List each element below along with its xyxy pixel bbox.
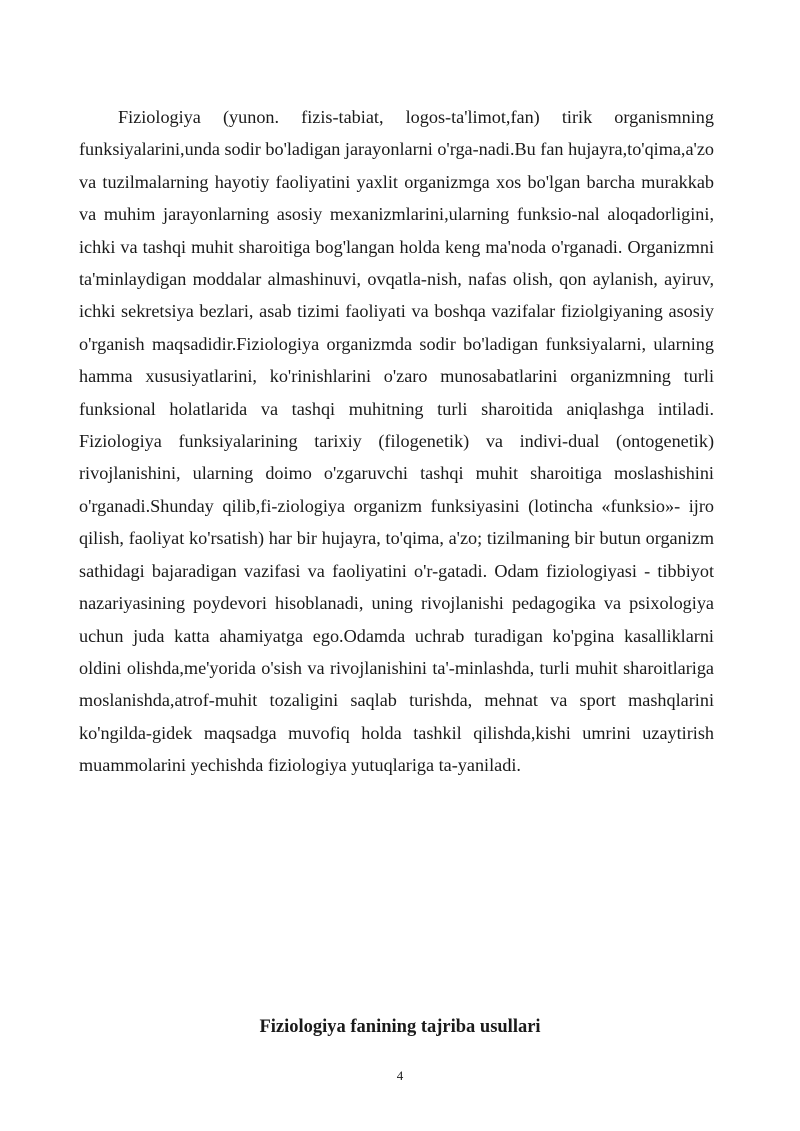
- page-number: 4: [396, 1068, 404, 1083]
- body-paragraph: Fiziologiya (yunon. fizis-tabiat, logos-ta'limot,fan) tirik organismning funksiyalarini,unda sodir bo'ladigan jarayonlarni o'rga-nadi.Bu fan hujayra,to'qima,a'zo va tuzilmalarning hayotiy faoliyatini yaxlit organizmga xos bo'lgan barcha murakkab va muhim jarayonlarning asosiy mexanizmlarini,ularning funksio-nal aloqadorligini, ichki va tashqi muhit sharoitiga bog'langan holda keng ma'noda o'rganadi. Organizmni ta'minlaydigan moddalar almashinuvi, ovqatla-nish, nafas olish, qon aylanish, ayiruv, ichki sekretsiya bezlari, asab tizimi faoliyati va boshqa vazifalar fiziolgiyaning asosiy o'rganish maqsadidir.Fiziologiya organizmda sodir bo'ladigan funksiyalarni, ularning hamma xususiyatlarini, ko'rinishlarini o'zaro munosabatlarini organizmning turli funksional holatlarida va tashqi muhitning turli sharoitida aniqlashga intiladi. Fiziologiya funksiyalarining tarixiy (filogenetik) va indivi-dual (ontogenetik) rivojlanishini, ularning doimo o'zgaruvchi tashqi muhit sharoitiga moslashishini o'rganadi.Shunday qilib,fi-ziologiya organizm funksiyasini (lotincha «funksio»- ijro qilish, faoliyat ko'rsatish) har bir hujayra, to'qima, a'zo; tizilmaning bir butun organizm sathidagi bajaradigan vazifasi va faoliyatini o'r-gatadi. Odam fiziologiyasi - tibbiyot nazariyasining poydevori hisoblanadi, uning rivojlanishi pedagogika va psixologiya uchun juda katta ahamiyatga ego.Odamda uchrab turadigan ko'pgina kasalliklarni oldini olishda,me'yorida o'sish va rivojlanishini ta'-minlashda, turli muhit sharoitlariga moslanishda,atrof-muhit tozaligini saqlab turishda, mehnat va sport mashqlarini ko'ngilda-gidek maqsadga muvofiq holda tashkil qilishda,kishi umrini uzaytirish muammolarini yechishda fiziologiya yutuqlariga ta-yaniladi.: [79, 107, 714, 776]
- section-heading: Fiziologiya fanining tajriba usullari: [259, 1017, 541, 1037]
